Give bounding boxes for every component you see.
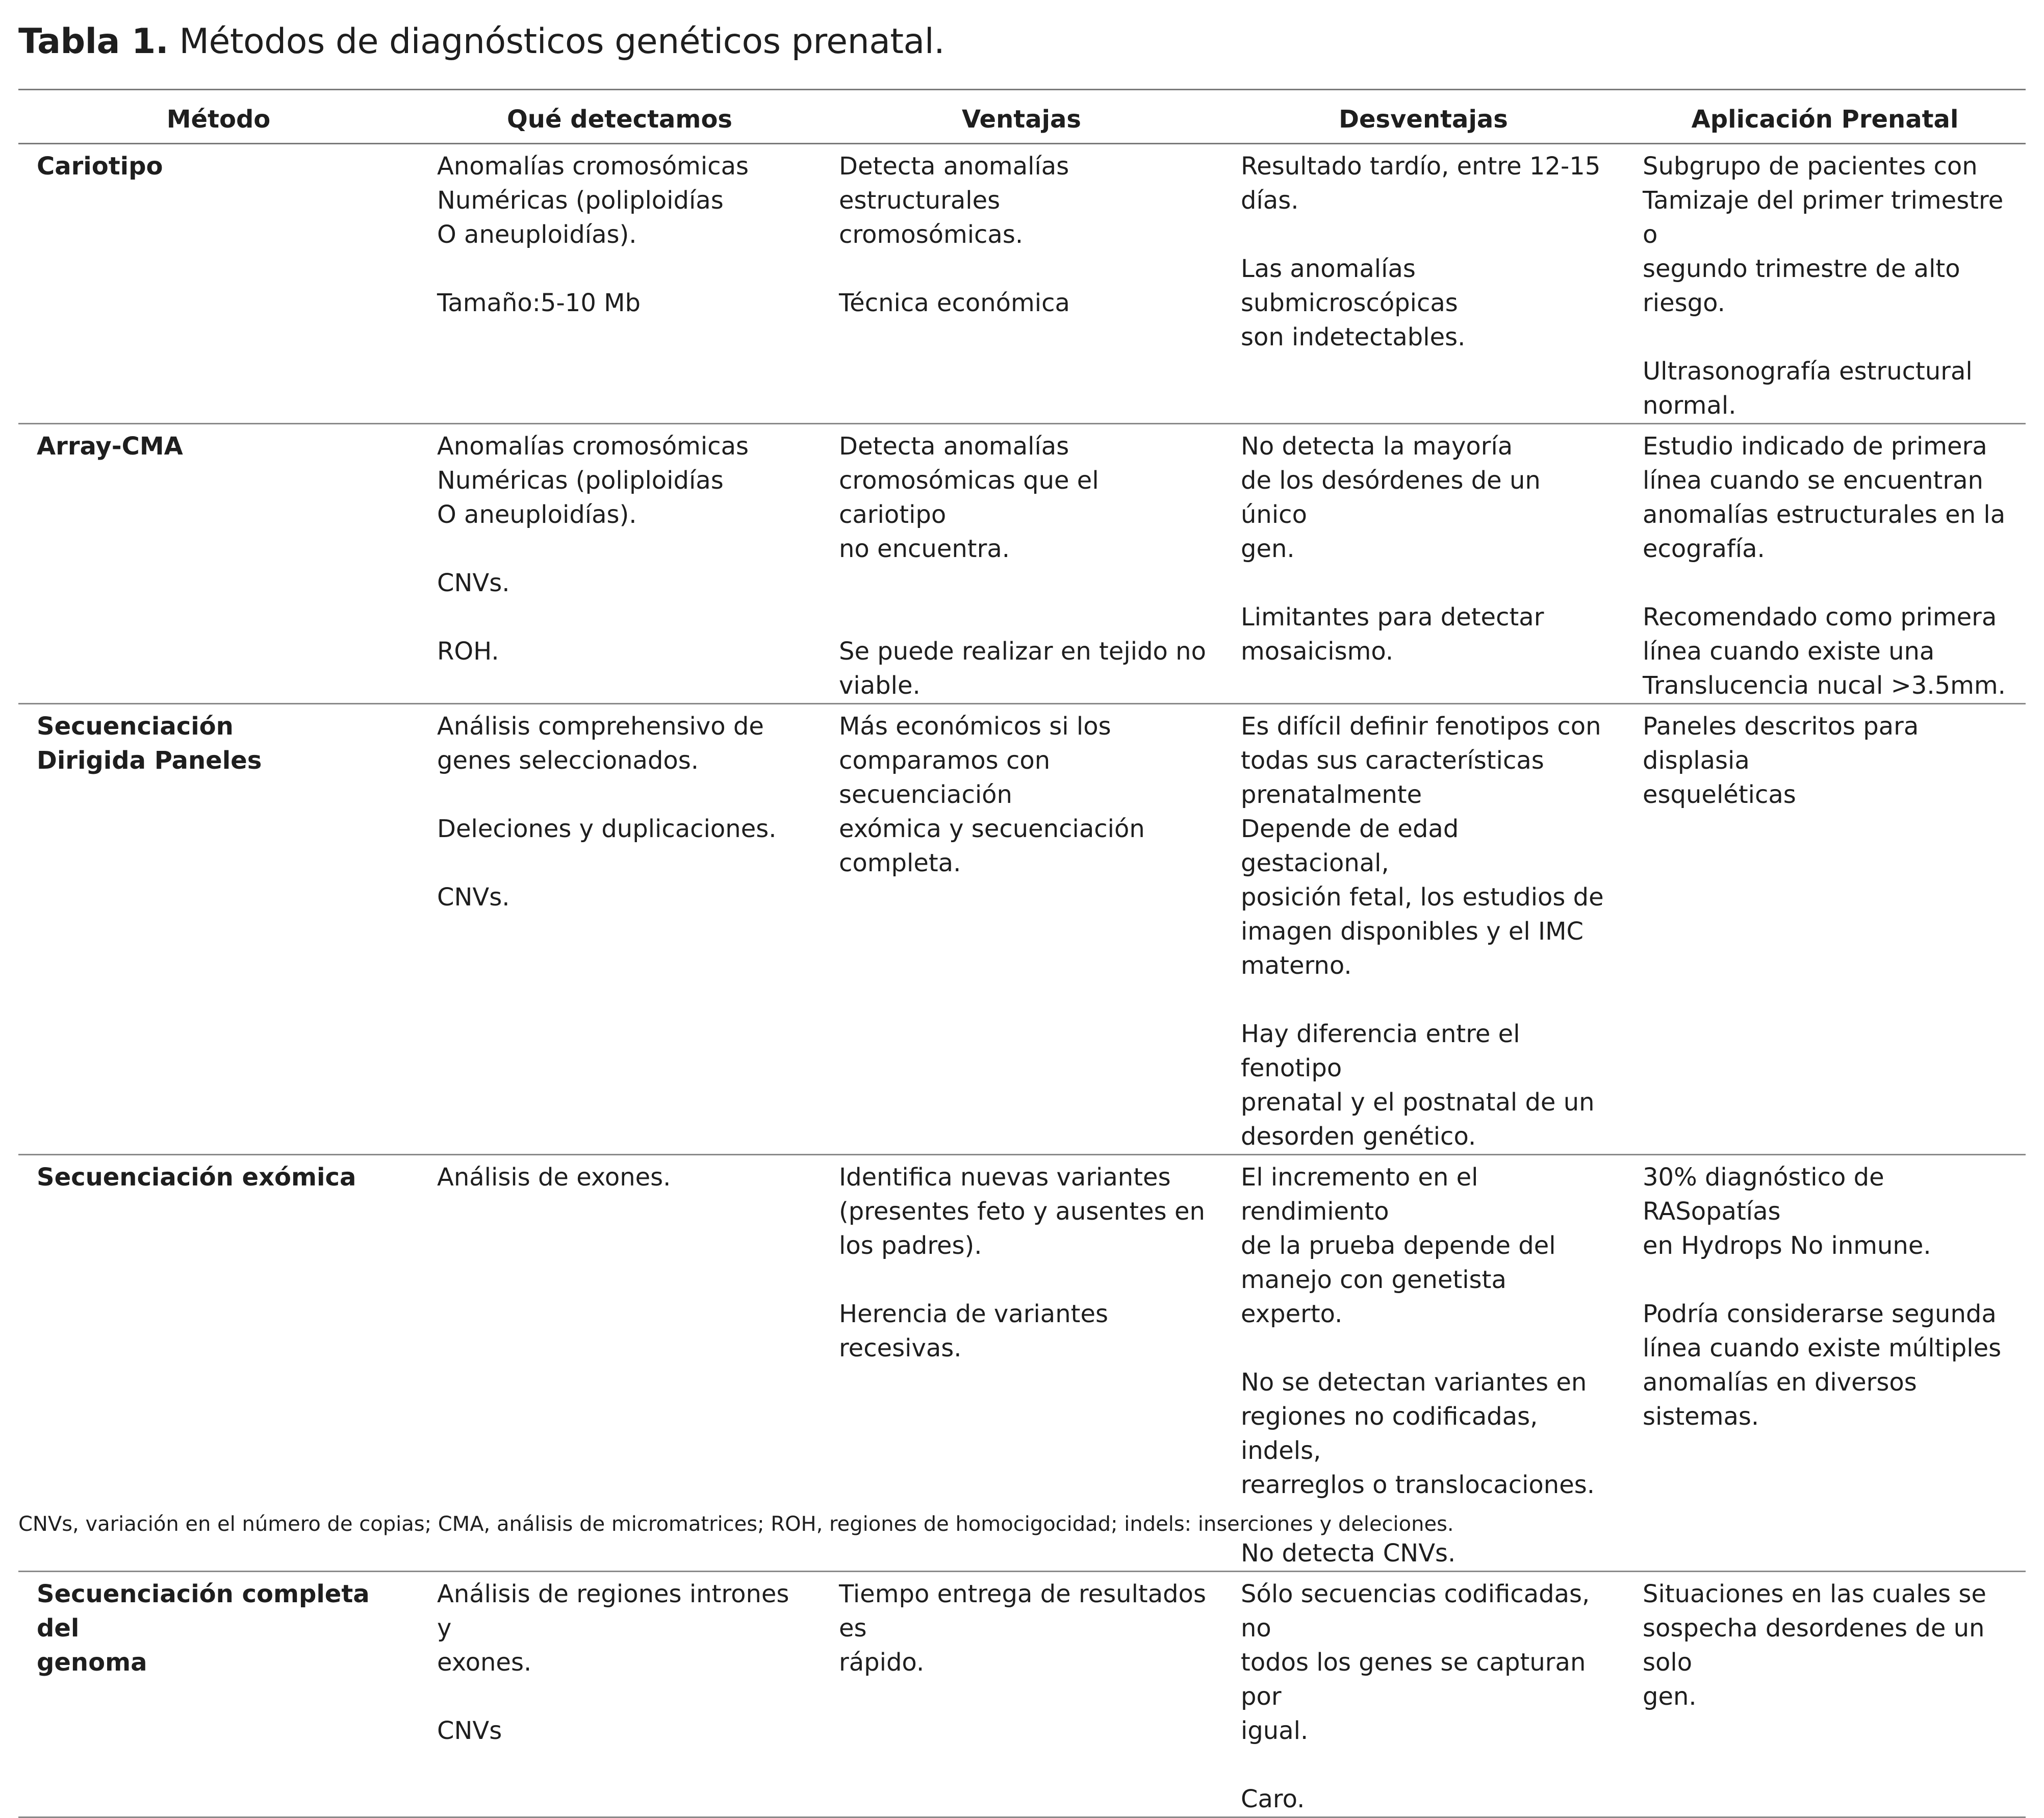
table-caption-text: Métodos de diagnósticos genéticos prenatal. [168, 21, 945, 62]
cell-advantages: Tiempo entrega de resultados es rápido. [839, 1580, 1206, 1677]
header-disadvantages: Desventajas [1222, 90, 1624, 144]
cell-method: Cariotipo [37, 152, 163, 181]
cell-advantages: Detecta anomalías estructurales cromosómicas. Técnica económica [839, 152, 1070, 317]
cell-detects: Anomalías cromosómicas Numéricas (poliploidías O aneuploidías). CNVs. ROH. [437, 432, 749, 666]
table-row [18, 1155, 2026, 1572]
cell-disadvantages: Sólo secuencias codificadas, no todos los genes se capturan por igual. Caro. [1241, 1580, 1590, 1813]
table-caption [18, 0, 2026, 80]
cell-application: Estudio indicado de primera línea cuando se encuentran anomalías estructurales en la ecografía. Recomendado como primera línea cuando existe una Translucencia nucal >3.5mm. [1643, 432, 2006, 700]
cell-method: Array-CMA [37, 432, 183, 461]
document-page [18, 0, 2026, 1813]
cell-application: 30% diagnóstico de RASopatías en Hydrops No inmune. Podría considerarse segunda línea cuando existe múltiples anomalías en diversos sistemas. [1643, 1163, 2002, 1431]
cell-disadvantages: Resultado tardío, entre 12-15 días. Las anomalías submicroscópicas son indetectables. [1241, 152, 1601, 351]
cell-application: Situaciones en las cuales se sospecha desordenes de un solo gen. [1643, 1580, 1986, 1711]
cell-disadvantages: Es difícil definir fenotipos con todas sus características prenatalmente Depende de edad gestacional, posición fetal, los estudios de imagen disponibles y el IMC materno. Hay diferencia entre el fenotipo prenatal y el postnatal de un desorden genético. [1241, 712, 1604, 1151]
header-advantages: Ventajas [821, 90, 1222, 144]
cell-disadvantages: No detecta la mayoría de los desórdenes de un único gen. Limitantes para detectar mosaicismo. [1241, 432, 1544, 666]
header-detects: Qué detectamos [419, 90, 821, 144]
cell-detects: Análisis de exones. [437, 1163, 671, 1192]
table-footnote: CNVs, variación en el número de copias; CMA, análisis de micromatrices; ROH, regiones de homocigocidad; indels: inserciones y deleciones. [18, 1512, 1454, 1536]
cell-advantages: Detecta anomalías cromosómicas que el cariotipo no encuentra. Se puede realizar en tejido no viable. [839, 432, 1206, 700]
cell-detects: Análisis comprehensivo de genes seleccionados. Deleciones y duplicaciones. CNVs. [437, 712, 777, 912]
cell-application: Paneles descritos para displasia esqueléticas [1643, 712, 1919, 809]
cell-method: Secuenciación exómica [37, 1163, 356, 1192]
cell-application: Subgrupo de pacientes con Tamizaje del primer trimestre o segundo trimestre de alto riesgo. Ultrasonografía estructural normal. [1643, 152, 2004, 420]
header-method: Método [18, 90, 419, 144]
cell-advantages: Identifica nuevas variantes (presentes feto y ausentes en los padres). Herencia de variantes recesivas. [839, 1163, 1205, 1362]
cell-method: Secuenciación completa del genoma [37, 1580, 370, 1677]
cell-detects: Anomalías cromosómicas Numéricas (poliploidías O aneuploidías). Tamaño:5-10 Mb [437, 152, 749, 317]
cell-disadvantages: El incremento en el rendimiento de la prueba depende del manejo con genetista experto. No se detectan variantes en regiones no codificadas, indels, rearreglos o translocaciones. No detecta CNVs. [1241, 1163, 1595, 1568]
table-caption-label: Tabla 1. [18, 21, 169, 62]
table-header-row [18, 90, 2026, 144]
cell-advantages: Más económicos si los comparamos con secuenciación exómica y secuenciación completa. [839, 712, 1145, 877]
header-application: Aplicación Prenatal [1624, 90, 2026, 144]
table-row [18, 1572, 2026, 1817]
diagnostic-methods-table [18, 89, 2026, 1818]
table-row [18, 144, 2026, 424]
table-row [18, 424, 2026, 704]
table-row [18, 704, 2026, 1155]
cell-detects: Análisis de regiones intrones y exones. CNVs [437, 1580, 789, 1745]
cell-method: Secuenciación Dirigida Paneles [37, 712, 262, 775]
